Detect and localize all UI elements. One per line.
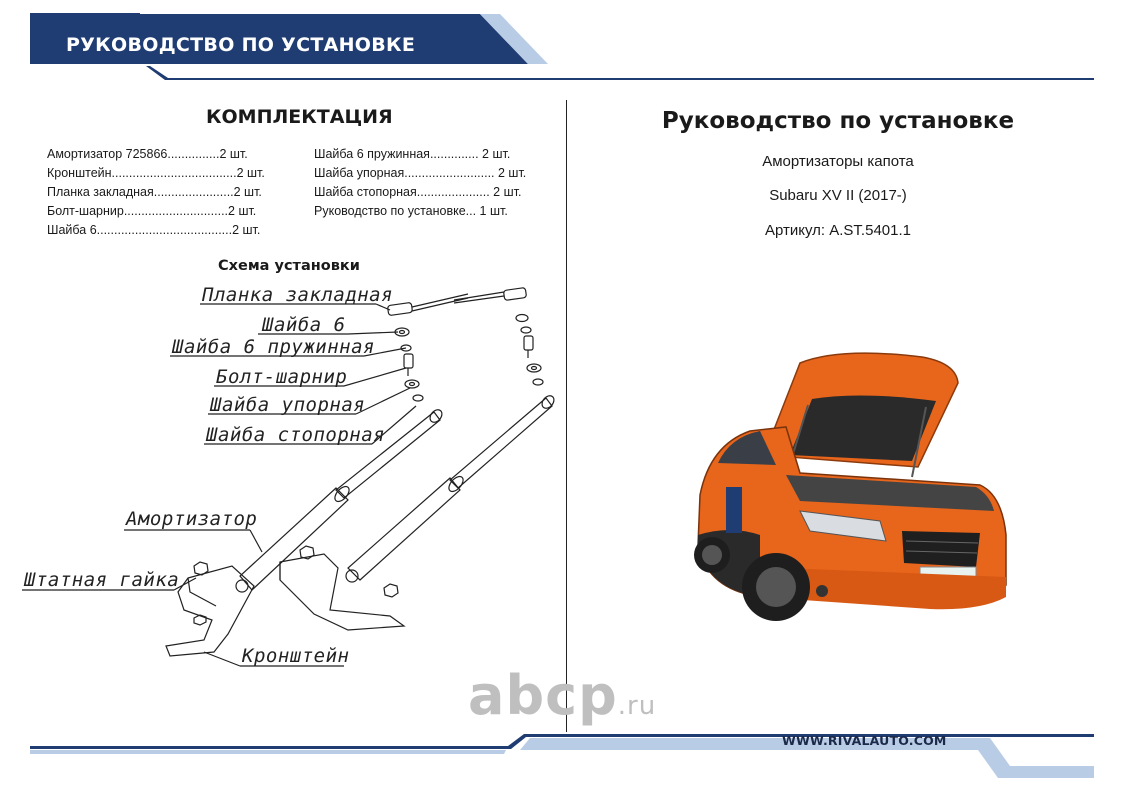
label-lock-washer: Шайба стопорная — [206, 424, 386, 446]
product-article: Артикул: A.ST.5401.1 — [765, 222, 911, 239]
product-subtitle: Амортизаторы капота — [762, 153, 914, 170]
list-item: Кронштейн....................................2 шт. — [47, 166, 265, 180]
footer-website: WWW.RIVALAUTO.COM — [782, 733, 947, 748]
list-item: Амортизатор 725866...............2 шт. — [47, 147, 248, 161]
list-item: Шайба стопорная..................... 2 шт. — [314, 185, 522, 199]
label-plate: Планка закладная — [202, 284, 394, 306]
list-item: Руководство по установке... 1 шт. — [314, 204, 508, 218]
list-item: Шайба 6 пружинная.............. 2 шт. — [314, 147, 511, 161]
car-photo — [690, 345, 1020, 645]
header-title: РУКОВОДСТВО ПО УСТАНОВКЕ — [66, 34, 416, 56]
label-hinge-bolt: Болт-шарнир — [216, 366, 348, 388]
footer-decoration — [0, 720, 1132, 800]
watermark — [468, 664, 656, 727]
label-washer6: Шайба 6 — [262, 314, 346, 336]
scheme-title: Схема установки — [218, 258, 360, 274]
label-thrust-washer: Шайба упорная — [210, 394, 366, 416]
list-item: Планка закладная.......................2 шт. — [47, 185, 262, 199]
product-title: Руководство по установке — [661, 108, 1015, 134]
list-item: Болт-шарнир..............................2 шт. — [47, 204, 257, 218]
list-item: Шайба 6.......................................2 шт. — [47, 223, 261, 237]
watermark-suffix: .ru — [617, 691, 657, 721]
list-item: Шайба упорная.......................... 2 шт. — [314, 166, 527, 180]
kit-title: КОМПЛЕКТАЦИЯ — [206, 106, 393, 128]
kit-list-left — [47, 145, 265, 240]
label-bracket: Кронштейн — [242, 645, 350, 667]
product-model: Subaru XV II (2017-) — [769, 187, 907, 204]
kit-list-right — [314, 145, 526, 221]
label-spring-washer: Шайба 6 пружинная — [172, 336, 375, 358]
label-std-nut: Штатная гайка — [24, 569, 180, 591]
watermark-main: abcp — [468, 664, 618, 727]
label-strut: Амортизатор — [126, 508, 258, 530]
